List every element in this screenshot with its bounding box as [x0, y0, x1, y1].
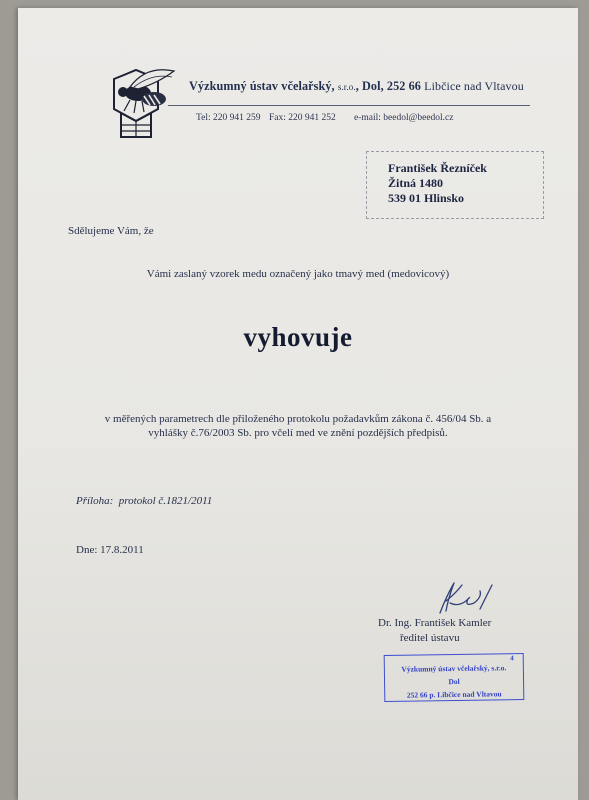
greeting-text: Sdělujeme Vám, že	[68, 225, 154, 237]
verdict-heading: vyhovuje	[243, 322, 353, 352]
institute-name	[189, 79, 524, 94]
phone-number: Tel: 220 941 259	[196, 113, 261, 123]
detail-line-2: vyhlášky č.76/2003 Sb. pro včelí med ve znění pozdějších předpisů.	[148, 427, 448, 439]
institute-registration: s.r.o.	[337, 82, 356, 92]
stamp-line-1: Výzkumný ústav včelařský, s.r.o.	[401, 663, 507, 674]
recipient-name: František Řezníček	[388, 161, 487, 175]
intro-text: Vámi zaslaný vzorek medu označený jako tmavý med (medovicový)	[146, 268, 450, 280]
bee-honeycomb-logo-icon	[94, 65, 180, 141]
institute-name-text: Výzkumný ústav včelařský,	[189, 79, 338, 93]
recipient-city: 539 01 Hlinsko	[388, 191, 465, 205]
letter-page	[18, 8, 578, 800]
stamp-number: 4	[510, 654, 514, 663]
handwritten-signature-icon	[428, 579, 508, 619]
signatory-name: Dr. Ing. František Kamler	[378, 617, 492, 629]
header-divider	[168, 105, 530, 106]
official-stamp	[384, 653, 525, 702]
email-address: e-mail: beedol@beedol.cz	[354, 113, 454, 123]
stamp-line-3: 252 66 p. Libčice nad Vltavou	[406, 689, 502, 700]
attachment-value: protokol č.1821/2011	[118, 495, 213, 507]
recipient-address-box	[366, 151, 544, 219]
stamp-line-2: Dol	[448, 676, 460, 687]
signatory-title: ředitel ústavu	[400, 632, 460, 644]
fax-number: Fax: 220 941 252	[269, 113, 336, 123]
detail-line-1: v měřených parametrech dle přiloženého protokolu požadavkům zákona č. 456/04 Sb. a	[104, 413, 492, 425]
attachment-label: Příloha:	[76, 495, 114, 507]
institute-place: Libčice nad Vltavou	[424, 79, 524, 93]
recipient-street: Žitná 1480	[388, 176, 444, 190]
attachment-line	[76, 495, 212, 507]
date-text: Dne: 17.8.2011	[76, 544, 144, 556]
institute-address: , Dol, 252 66	[355, 79, 425, 93]
